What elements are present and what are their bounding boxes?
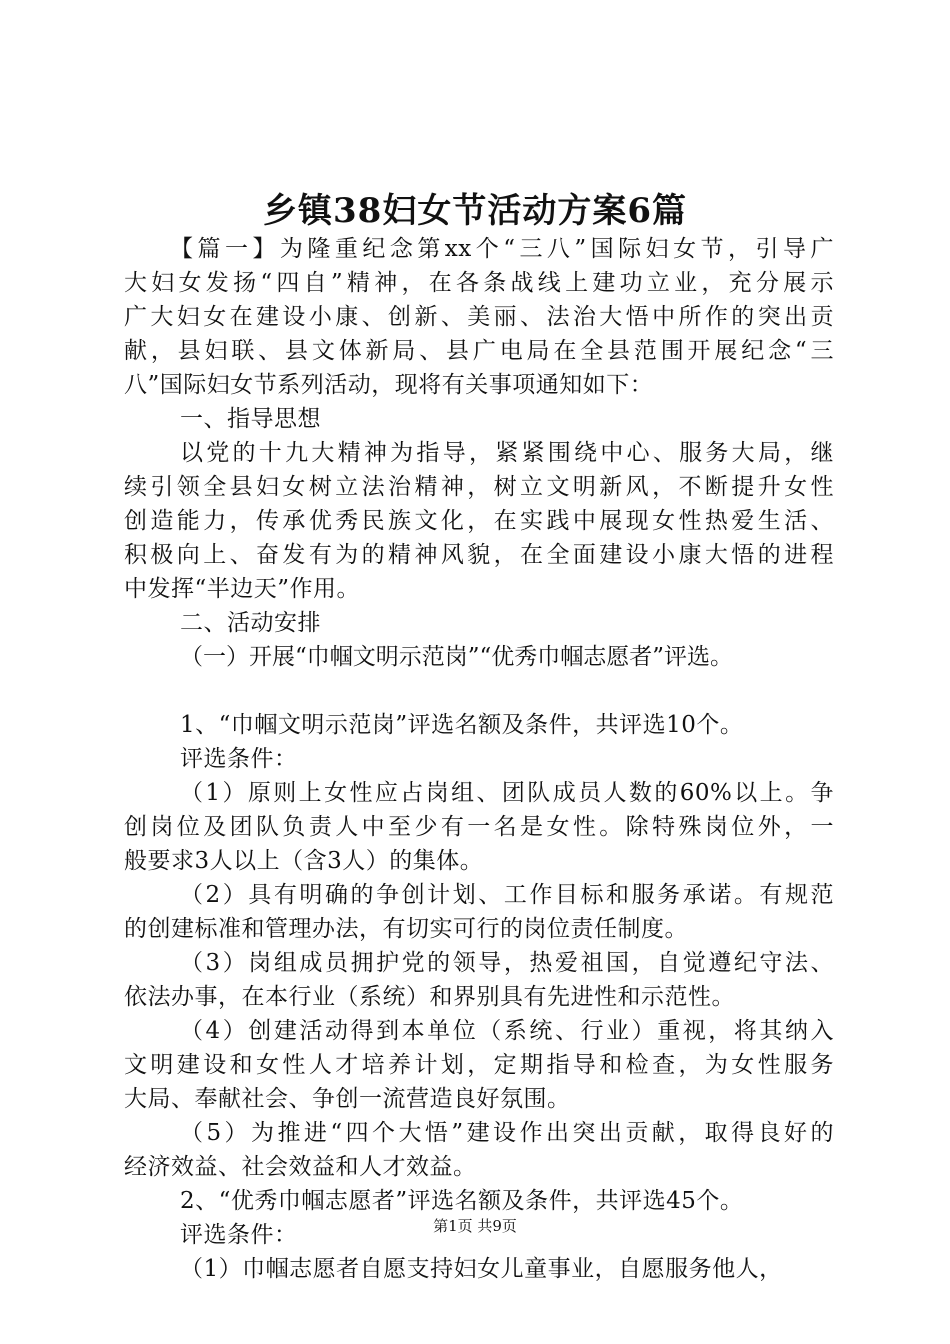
- paragraph-line: 【篇一】为隆重纪念第xx个“三八”国际妇女节，引导广: [170, 236, 834, 262]
- criteria-label: 评选条件：: [180, 746, 298, 772]
- section-heading: 一、指导思想: [180, 406, 321, 432]
- paragraph-line: 以党的十九大精神为指导，紧紧围绕中心、服务大局，继: [180, 440, 834, 466]
- paragraph-line: 经济效益、社会效益和人才效益。: [124, 1154, 477, 1180]
- subsection-heading: （一）开展“巾帼文明示范岗”“优秀巾帼志愿者”评选。: [180, 644, 734, 670]
- document-title: 乡镇38妇女节活动方案6篇: [263, 191, 687, 231]
- paragraph-line: （2）具有明确的争创计划、工作目标和服务承诺。有规范: [180, 882, 834, 908]
- document-body: [124, 232, 834, 1286]
- paragraph-line: 中发挥“半边天”作用。: [124, 576, 361, 602]
- paragraph-line: 八”国际妇女节系列活动，现将有关事项通知如下：: [124, 372, 654, 398]
- paragraph-line: （4）创建活动得到本单位（系统、行业）重视，将其纳入: [180, 1018, 834, 1044]
- paragraph-line: 续引领全县妇女树立法治精神，树立文明新风，不断提升女性: [124, 474, 834, 500]
- item-heading: 1、“巾帼文明示范岗”评选名额及条件，共评选10个。: [180, 712, 744, 738]
- paragraph-line: （3）岗组成员拥护党的领导，热爱祖国，自觉遵纪守法、: [180, 950, 834, 976]
- criteria-label: 评选条件：: [180, 1222, 298, 1248]
- blank-line: [124, 674, 834, 708]
- page-number: 第1页 共9页: [433, 1217, 517, 1235]
- item-heading: 2、“优秀巾帼志愿者”评选名额及条件，共评选45个。: [180, 1188, 744, 1214]
- paragraph-line: 大妇女发扬“四自”精神，在各条战线上建功立业，充分展示: [124, 270, 834, 296]
- paragraph-line: 广大妇女在建设小康、创新、美丽、法治大悟中所作的突出贡: [124, 304, 834, 330]
- paragraph-line: （5）为推进“四个大悟”建设作出突出贡献，取得良好的: [180, 1120, 834, 1146]
- paragraph-line: 依法办事，在本行业（系统）和界别具有先进性和示范性。: [124, 984, 735, 1010]
- paragraph-line: 文明建设和女性人才培养计划，定期指导和检查，为女性服务: [124, 1052, 834, 1078]
- paragraph-line: 创岗位及团队负责人中至少有一名是女性。除特殊岗位外，一: [124, 814, 834, 840]
- section-heading: 二、活动安排: [180, 610, 321, 636]
- paragraph-line: 献，县妇联、县文体新局、县广电局在全县范围开展纪念“三: [124, 338, 834, 364]
- paragraph-line: 创造能力，传承优秀民族文化，在实践中展现女性热爱生活、: [124, 508, 834, 534]
- paragraph-line: （1）原则上女性应占岗组、团队成员人数的60%以上。争: [180, 780, 834, 806]
- paragraph-line: 大局、奉献社会、争创一流营造良好氛围。: [124, 1086, 571, 1112]
- paragraph-line: 般要求3人以上（含3人）的集体。: [124, 848, 484, 874]
- paragraph-line: 的创建标准和管理办法，有切实可行的岗位责任制度。: [124, 916, 688, 942]
- paragraph-line: （1）巾帼志愿者自愿支持妇女儿童事业，自愿服务他人，: [180, 1256, 783, 1282]
- paragraph-line: 积极向上、奋发有为的精神风貌，在全面建设小康大悟的进程: [124, 542, 834, 568]
